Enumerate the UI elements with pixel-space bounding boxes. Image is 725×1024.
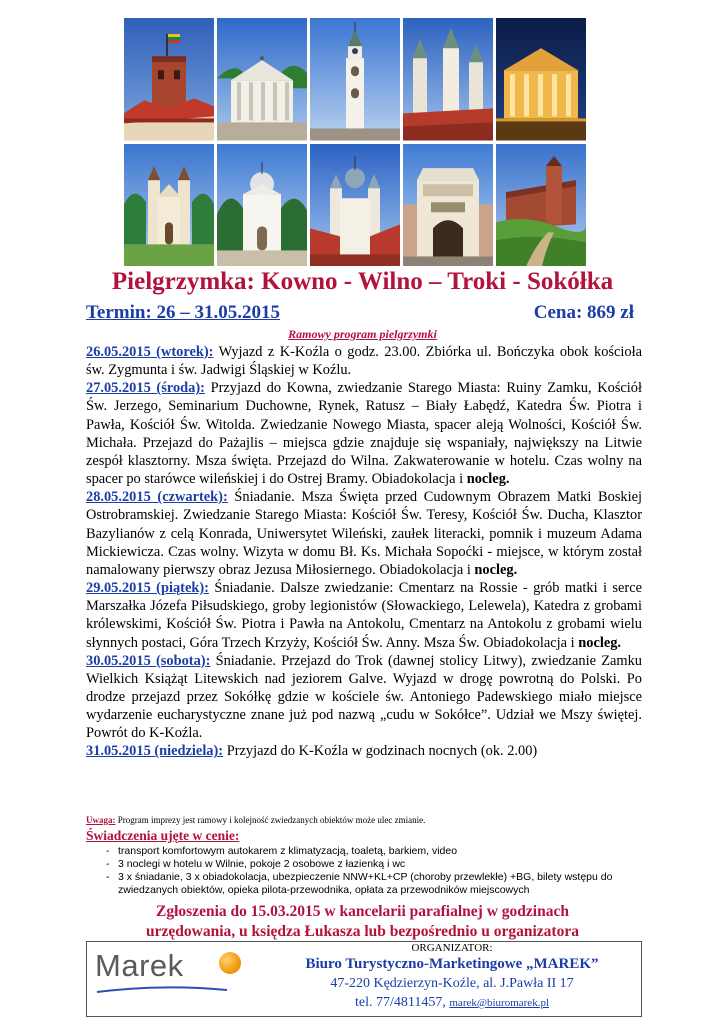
organizer-box [86, 941, 642, 1017]
day-night: nocleg. [578, 634, 622, 651]
program-list [86, 343, 642, 761]
day-date: 31.05.2015 (niedziela): [86, 743, 224, 760]
sun-icon [219, 952, 241, 974]
program-day [86, 343, 642, 379]
organizer-name: Biuro Turystyczno-Marketingowe „MAREK” [305, 956, 599, 972]
st-casimir-church-photo [310, 144, 400, 267]
gate-of-dawn-photo [403, 144, 493, 267]
day-text: Śniadanie. Msza Święta przed Cudownym Obrazem Matki Boskiej Ostrobramskiej. Zwiedzanie Starego Miasta: Kościół Św. Teresy, Kościół Św. Ducha, Klasztor Bazylianów z celą Konrada, Uniwersytet Wileński, zaułek literacki, pomnik i muzeum Adama Mickiewicza. Czas wolny. Wizyta w domu Bł. Ks. Michała Sopoćki - miejsce, w którym został namalowany pierwszy obraz Jezusa Miłosiernego. Obiadokolacja i [86, 489, 642, 578]
day-night: nocleg. [466, 471, 510, 488]
day-text: Śniadanie. Przejazd do Trok (dawnej stolicy Litwy), zwiedzanie Zamku Wielkich Książąt Litewskich nad jeziorem Galve. Wyjazd w drogę powrotną do Polski. Po drodze przejazd przez Sokółkę gdzie w kościele św. Antoniego Padewskiego miało miejsce wydarzenie eucharystyczne znane już pod nazwą „cudu w Sokółce”. Udział we Mszy świętej. Powrót do K-Koźla. [86, 652, 642, 742]
white-church-photo [217, 144, 307, 267]
list-item: - 3 x śniadanie, 3 x obiadokolacja, ubezpieczenie NNW+KL+CP (choroby przewlekłe) +BG, bilety wstępu do zwiedzanych obiektów, opieka pilota-przewodnika, opłata za przewodników miejscowych [86, 871, 646, 897]
deadline-line: urzędowania, u księdza Łukasza lub bezpośrednio u organizatora [146, 923, 579, 940]
gediminas-tower-photo [124, 18, 214, 141]
organizer-email[interactable]: marek@biuromarek.pl [449, 997, 549, 1009]
bell-tower-photo [310, 18, 400, 141]
organizer-label: ORGANIZATOR: [411, 942, 493, 954]
organizer-phone: tel. 77/4811457, [355, 995, 450, 1010]
list-item: - transport komfortowym autokarem z klimatyzacją, toaletą, barkiem, video [86, 845, 646, 858]
castle-walls-photo [496, 144, 586, 267]
program-day [86, 652, 642, 743]
day-date: 26.05.2015 (wtorek): [86, 344, 214, 360]
swoosh-icon [97, 986, 227, 994]
program-note [86, 815, 425, 826]
photo-collage [124, 18, 586, 266]
organizer-contact [262, 995, 642, 1011]
university-towers-photo [403, 18, 493, 141]
day-text: Śniadanie. Dalsze zwiedzanie: Cmentarz na Rossie - grób matki i serce Marszałka Józefa Piłsudskiego, groby legionistów (Słowackiego, Lelewela), Katedra z grobami królewskimi, Kościół Św. Piotra i Pawła na Antokolu, Cmentarz na Antokolu z grobami wielu słynnych postaci, Góra Trzech Krzyży, Kościół Św. Anny. Msza Św. Obiadokolacja i [86, 580, 642, 651]
trip-dates: Termin: 26 – 31.05.2015 [86, 302, 281, 323]
deadline-line: Zgłoszenia do 15.03.2015 w kancelarii parafialnej w godzinach [156, 903, 569, 920]
day-date: 28.05.2015 (czwartek): [86, 489, 228, 506]
logo-text: Marek [95, 948, 184, 983]
note-text: Program imprezy jest ramowy i kolejność zwiedzanych obiektów może ulec zmianie. [115, 815, 426, 825]
note-label: Uwaga: [86, 815, 116, 825]
registration-deadline [0, 902, 725, 942]
included-list [86, 845, 646, 897]
palace-night-photo [496, 18, 586, 141]
included-title: Świadczenia ujęte w cenie: [86, 828, 240, 843]
trip-price: Cena: 869 zł [533, 302, 634, 323]
day-date: 30.05.2015 (sobota): [86, 652, 211, 669]
program-day [86, 579, 642, 652]
program-day [86, 742, 642, 760]
date-price-row [86, 302, 646, 326]
day-date: 27.05.2015 (środa): [86, 380, 205, 397]
program-day [86, 379, 642, 488]
baroque-church-photo [124, 144, 214, 267]
marek-logo [95, 948, 245, 988]
program-subtitle: Ramowy program pielgrzymki [288, 327, 437, 341]
program-day [86, 488, 642, 579]
day-date: 29.05.2015 (piątek): [86, 580, 209, 597]
day-night: nocleg. [474, 561, 518, 578]
day-text: Wyjazd z K-Koźla o godz. 23.00. Zbiórka ul. Bończyka obok kościoła św. Zygmunta i św. Jadwigi Śląskiej w Koźlu. [86, 344, 642, 379]
vilnius-cathedral-photo [217, 18, 307, 141]
page-title: Pielgrzymka: Kowno - Wilno – Troki - Sokółka [111, 268, 614, 295]
day-text: Przyjazd do K-Koźla w godzinach nocnych (ok. 2.00) [223, 743, 538, 760]
list-item: - 3 noclegi w hotelu w Wilnie, pokoje 2 osobowe z łazienką i wc [86, 858, 646, 871]
day-text: Przyjazd do Kowna, zwiedzanie Starego Miasta: Ruiny Zamku, Kościół Św. Jerzego, Seminarium Duchowne, Rynek, Ratusz – Biały Łabędź, Katedra Św. Piotra i Pawła, Kościół Św. Witolda. Zwiedzanie Nowego Miasta, spacer aleją Wolności, Kościół Św. Michała. Przejazd do Pażajlis – miejsca gdzie znajduje się wspaniały, największy na Litwie zespół klasztorny. Msza święta. Przejazd do Wilna. Zakwaterowanie w hotelu. Czas wolny na spacer po starówce wileńskiej i do Ostrej Bramy. Obiadokolacja i [86, 380, 642, 488]
organizer-address: 47-220 Kędzierzyn-Koźle, al. J.Pawła II 17 [330, 976, 574, 991]
